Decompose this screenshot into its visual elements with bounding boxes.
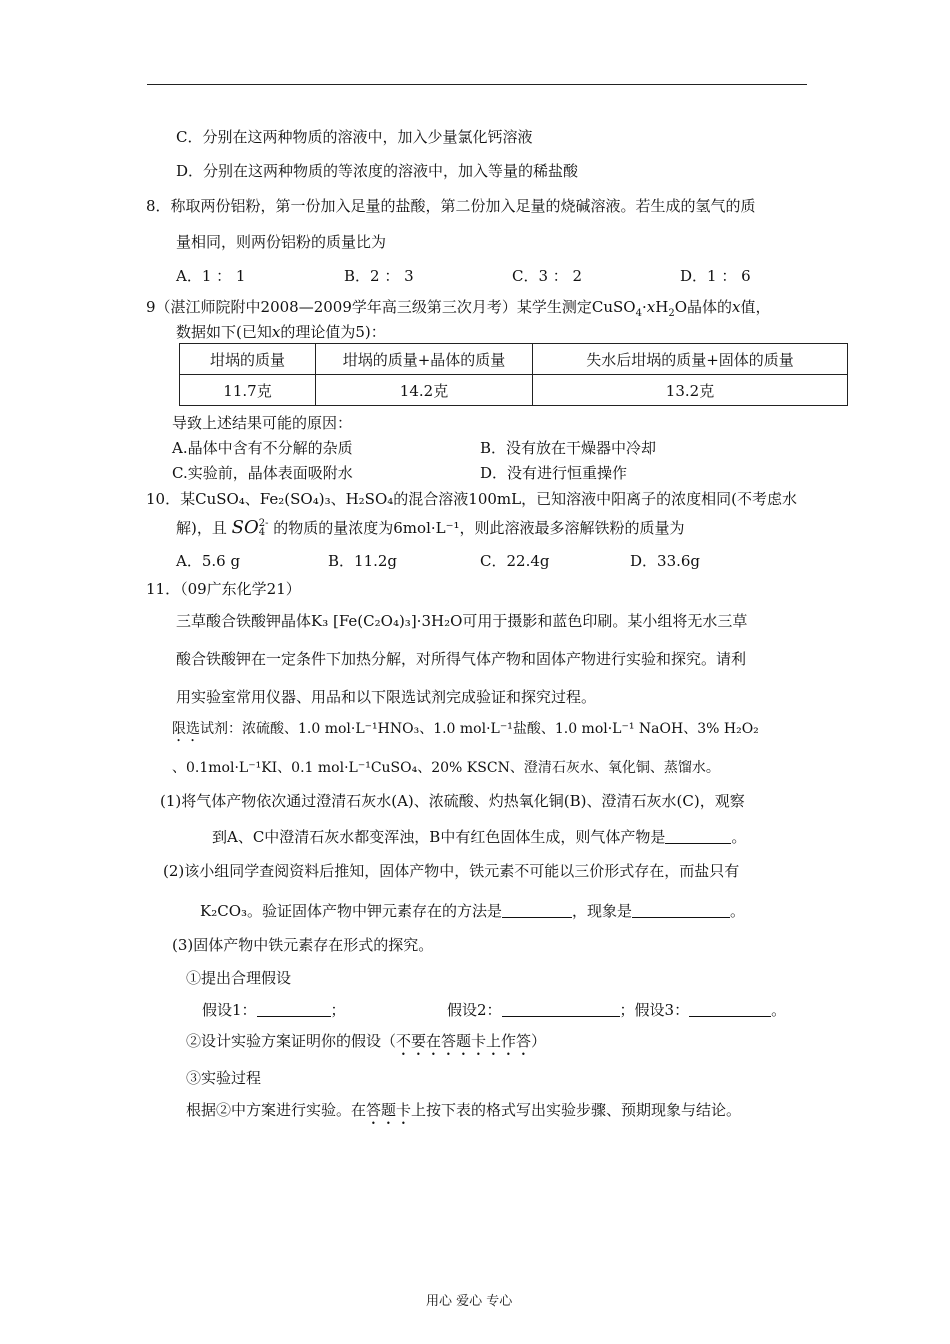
q11-step1: ①提出合理假设 (186, 969, 292, 987)
q9-stem-line2 (176, 321, 386, 342)
q10-stem-line2 (176, 517, 685, 538)
table-cell: 14.2克 (316, 375, 533, 406)
hyp1-end: ； (330, 1001, 346, 1019)
q11-hypotheses (202, 999, 346, 1020)
hyp1-label: 假设1： (202, 1001, 257, 1019)
final-text-b: 上按下表的格式写出实验步骤、预期现象与结论。 (411, 1101, 742, 1119)
q11-part1-line2 (212, 826, 746, 847)
q11-step2 (186, 1030, 546, 1059)
q8-option-b: B．2 ： 3 (344, 267, 414, 285)
part1-text: 到A、C中澄清石灰水都变浑浊，B中有红色固体生成，则气体产物是 (212, 828, 666, 846)
q9-line2-x: x (271, 323, 281, 341)
q11-hypotheses-2 (447, 999, 786, 1020)
q9-line2-b: 的理论值为5)： (280, 323, 386, 341)
q8-option-a: A．1 ： 1 (176, 267, 246, 285)
q9-sub2: 2 (668, 308, 675, 319)
q10-line2-b: 的物质的量浓度为6mol·L⁻¹，则此溶液最多溶解铁粉的质量为 (273, 519, 685, 537)
q10-line2-a: 解)，且 (176, 519, 227, 537)
part2-text: K₂CO₃。验证固体产物中钾元素存在的方法是 (200, 902, 503, 920)
q9-line2-a: 数据如下(已知 (176, 323, 272, 341)
q11-step3: ③实验过程 (186, 1069, 262, 1087)
q11-heading: 11．（09广东化学21） (146, 580, 301, 598)
final-text-a: 根据②中方案进行实验。在 (186, 1101, 367, 1119)
q11-reagents-line1 (172, 718, 759, 745)
q10-option-c: C．22.4g (480, 552, 550, 570)
q7-option-d: D．分别在这两种物质的等浓度的溶液中，加入等量的稀盐酸 (176, 162, 579, 180)
table-header-row (180, 344, 848, 375)
q10-option-d: D．33.6g (630, 552, 701, 570)
part1-end: 。 (731, 828, 747, 846)
q9-stem-text: 9（湛江师院附中2008—2009学年高三级第三次月考）某学生测定CuSO (146, 298, 636, 316)
table-header-cell: 失水后坩埚的质量+固体的质量 (533, 344, 848, 375)
q11-final-instruction (186, 1099, 741, 1128)
table-row (180, 375, 848, 406)
q9-dot: · (641, 298, 647, 316)
step2-end: ） (531, 1032, 547, 1050)
q9-stem-end: 值， (740, 298, 771, 316)
q9-data-table (179, 343, 848, 406)
answer-blank-gas[interactable] (665, 828, 731, 844)
part2-mid: ，现象是 (572, 902, 633, 920)
sulfate-so: SO (231, 517, 259, 538)
q9-option-a: A.晶体中含有不分解的杂质 (172, 439, 353, 457)
q10-option-b: B．11.2g (328, 552, 398, 570)
q11-paragraph-line2: 酸合铁酸钾在一定条件下加热分解，对所得气体产物和固体产物进行实验和探究。请利 (176, 650, 747, 668)
page-footer: 用心 爱心 专心 (426, 1294, 513, 1309)
header-rule (147, 84, 807, 85)
q8-option-d: D．1 ： 6 (680, 267, 751, 285)
q10-stem-line1: 10．某CuSO₄、Fe₂(SO₄)₃、H₂SO₄的混合溶液100mL，已知溶液中阳离子的浓度相同(不考虑水 (146, 490, 797, 508)
q9-x2: x (732, 298, 741, 316)
hyp3-label: ；假设3： (619, 1001, 690, 1019)
reagent-list: 试剂：浓硫酸、1.0 mol·L⁻¹HNO₃、1.0 mol·L⁻¹盐酸、1.0 mol·L⁻¹ NaOH、3% H₂O₂ (200, 721, 759, 737)
hyp3-end: 。 (771, 1001, 787, 1019)
sulfate-charge: 2- (258, 518, 269, 529)
q11-paragraph-line1: 三草酸合铁酸钾晶体K₃ [Fe(C₂O₄)₃]·3H₂O可用于摄影和蓝色印刷。某小组将无水三草 (176, 612, 748, 630)
answer-blank-method[interactable] (502, 902, 572, 918)
q9-stem-line1 (146, 296, 771, 319)
table-cell: 11.7克 (180, 375, 316, 406)
q11-part3: (3)固体产物中铁元素存在形式的探究。 (172, 936, 434, 954)
q9-crystal: O晶体的 (674, 298, 733, 316)
q10-option-a: A．5.6 g (176, 552, 241, 570)
q7-option-c: C．分别在这两种物质的溶液中，加入少量氯化钙溶液 (176, 128, 533, 146)
part2-end: 。 (730, 902, 746, 920)
final-emphasis: 答题卡 (366, 1101, 412, 1119)
table-cell: 13.2克 (533, 375, 848, 406)
q9-reason-prompt: 导致上述结果可能的原因： (172, 414, 353, 432)
q8-option-c: C．3 ： 2 (512, 267, 583, 285)
step2-text: ②设计实验方案证明你的假设（ (186, 1032, 397, 1050)
hyp2-label: 假设2： (447, 1001, 502, 1019)
q8-stem-line2: 量相同，则两份铝粉的质量比为 (176, 233, 387, 251)
table-header-cell: 坩埚的质量+晶体的质量 (316, 344, 533, 375)
step2-emphasis: 不要在答题卡上作答 (396, 1032, 532, 1050)
sulfate-subscript: 4 (258, 527, 266, 538)
q9-sub: 4 (635, 308, 642, 319)
reagent-label: 限选 (172, 721, 200, 737)
q9-option-b: B．没有放在干燥器中冷却 (480, 439, 657, 457)
q11-part1-line1: (1)将气体产物依次通过澄清石灰水(A)、浓硫酸、灼热氧化铜(B)、澄清石灰水(C)，观察 (160, 792, 745, 810)
q9-x: x (646, 298, 656, 316)
q9-option-d: D．没有进行恒重操作 (480, 464, 628, 482)
q11-paragraph-line3: 用实验室常用仪器、用品和以下限选试剂完成验证和探究过程。 (176, 688, 597, 706)
q11-part2-line1: (2)该小组同学查阅资料后推知，固体产物中，铁元素不可能以三价形式存在，而盐只有 (163, 862, 740, 880)
q9-option-c: C.实验前，晶体表面吸附水 (172, 464, 353, 482)
q11-part2-line2 (200, 900, 745, 921)
q11-reagents-line2: 、0.1mol·L⁻¹KI、0.1 mol·L⁻¹CuSO₄、20% KSCN、澄清石灰水、氧化铜、蒸馏水。 (172, 760, 720, 776)
sulfate-scripts (259, 519, 269, 537)
q8-stem-line1: 8．称取两份铝粉，第一份加入足量的盐酸，第二份加入足量的烧碱溶液。若生成的氢气的质 (146, 197, 756, 215)
sulfate-formula (232, 517, 269, 538)
q9-h: H (655, 298, 669, 316)
answer-blank-hyp3[interactable] (689, 1001, 771, 1017)
table-header-cell: 坩埚的质量 (180, 344, 316, 375)
answer-blank-phenomenon[interactable] (632, 902, 730, 918)
answer-blank-hyp2[interactable] (502, 1001, 620, 1017)
answer-blank-hyp1[interactable] (257, 1001, 331, 1017)
